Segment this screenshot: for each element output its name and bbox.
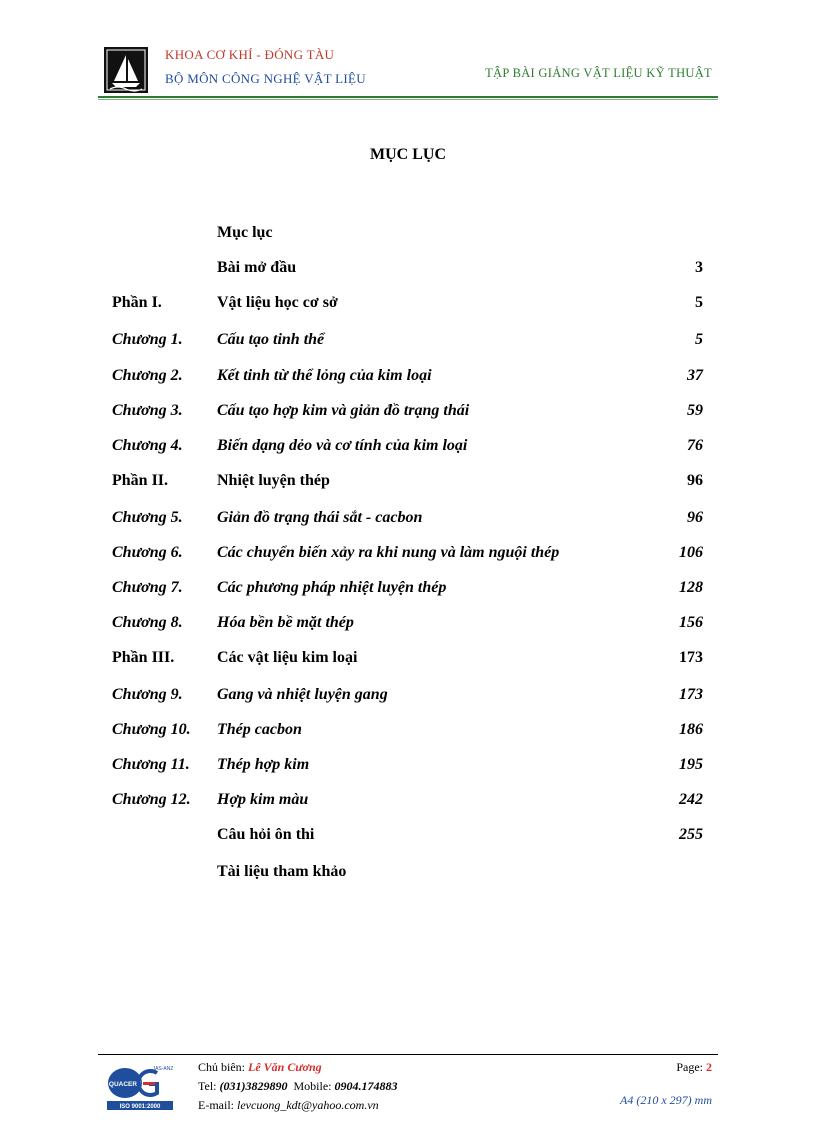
email-label: E-mail: bbox=[198, 1098, 234, 1112]
toc-entry bbox=[0, 649, 816, 673]
toc-label: Chương 5. bbox=[112, 509, 183, 526]
toc-entry bbox=[0, 331, 816, 355]
toc-label: Chương 9. bbox=[112, 686, 183, 703]
toc-page: 106 bbox=[679, 544, 703, 561]
mobile-label: Mobile: bbox=[293, 1079, 332, 1093]
toc-entry bbox=[0, 791, 816, 815]
toc-page: 3 bbox=[695, 259, 703, 276]
toc-label: Chương 10. bbox=[112, 721, 191, 738]
toc-title: Thép cacbon bbox=[217, 721, 302, 738]
toc-title: Biến dạng dẻo và cơ tính của kim loại bbox=[217, 437, 468, 454]
toc-label: Phần II. bbox=[112, 472, 169, 489]
toc-entry bbox=[0, 472, 816, 496]
toc-title: Các phương pháp nhiệt luyện thép bbox=[217, 579, 447, 596]
cert-accreditation-text: JAS-ANZ bbox=[152, 1066, 174, 1072]
editor-name: Lê Văn Cương bbox=[248, 1060, 322, 1074]
toc-entry bbox=[0, 259, 816, 283]
editor-label: Chủ biên: bbox=[198, 1060, 245, 1074]
toc-title: Hóa bền bề mặt thép bbox=[217, 614, 354, 631]
footer-email-line bbox=[198, 1098, 379, 1113]
toc-title: Thép hợp kim bbox=[217, 756, 310, 773]
toc-title: Vật liệu học cơ sở bbox=[217, 294, 338, 311]
toc-page: 76 bbox=[687, 437, 703, 454]
toc-page: 186 bbox=[679, 721, 703, 738]
toc-page: 128 bbox=[679, 579, 703, 596]
toc-label: Phần III. bbox=[112, 649, 175, 666]
toc-title: Nhiệt luyện thép bbox=[217, 472, 330, 489]
toc-title: Giản đồ trạng thái sắt - cacbon bbox=[217, 509, 423, 526]
footer-divider bbox=[98, 1054, 718, 1055]
toc-page: 255 bbox=[679, 826, 703, 843]
book-title: TẬP BÀI GIẢNG VẬT LIỆU KỸ THUẬT bbox=[485, 66, 712, 80]
department-name: BỘ MÔN CÔNG NGHỆ VẬT LIỆU bbox=[165, 71, 366, 86]
email-address: levcuong_kdt@yahoo.com.vn bbox=[237, 1098, 379, 1112]
toc-title: Mục lục bbox=[217, 224, 273, 241]
toc-label: Chương 11. bbox=[112, 756, 190, 773]
mobile-number: 0904.174883 bbox=[334, 1079, 398, 1093]
toc-title: Cấu tạo tinh thể bbox=[217, 331, 325, 348]
toc-entry bbox=[0, 614, 816, 638]
toc-label: Chương 8. bbox=[112, 614, 183, 631]
page-number: 2 bbox=[706, 1060, 712, 1074]
toc-page: 37 bbox=[687, 367, 703, 384]
toc-entry bbox=[0, 579, 816, 603]
tel-label: Tel: bbox=[198, 1079, 217, 1093]
toc-entry bbox=[0, 756, 816, 780]
toc-title: Các chuyển biến xảy ra khi nung và làm nguội thép bbox=[217, 544, 560, 561]
toc-entry bbox=[0, 294, 816, 318]
toc-page: 156 bbox=[679, 614, 703, 631]
faculty-logo bbox=[104, 47, 148, 93]
toc-page: 5 bbox=[695, 294, 703, 311]
toc-label: Phần I. bbox=[112, 294, 162, 311]
toc-title: Bài mở đầu bbox=[217, 259, 297, 276]
toc-entry bbox=[0, 544, 816, 568]
toc-page: 195 bbox=[679, 756, 703, 773]
toc-entry bbox=[0, 509, 816, 533]
toc-title: Cấu tạo hợp kim và giản đồ trạng thái bbox=[217, 402, 470, 419]
tel-number: (031)3829890 bbox=[219, 1079, 288, 1093]
toc-entry bbox=[0, 367, 816, 391]
toc-page: 173 bbox=[679, 649, 703, 666]
footer-phone-line bbox=[198, 1079, 398, 1094]
toc-label: Chương 12. bbox=[112, 791, 191, 808]
toc-title: Hợp kim màu bbox=[217, 791, 309, 808]
toc-title: Tài liệu tham khảo bbox=[217, 863, 347, 880]
header-divider bbox=[98, 96, 718, 98]
toc-entry bbox=[0, 686, 816, 710]
page-indicator bbox=[676, 1060, 712, 1075]
cert-standard-text: ISO 9001:2000 bbox=[119, 1104, 161, 1110]
cert-brand-text: QUACERT bbox=[108, 1081, 142, 1088]
toc-label: Chương 1. bbox=[112, 331, 183, 348]
toc-page: 242 bbox=[679, 791, 703, 808]
paper-size: A4 (210 x 297) mm bbox=[620, 1093, 712, 1107]
toc-label: Chương 7. bbox=[112, 579, 183, 596]
toc-entry bbox=[0, 826, 816, 850]
toc-entry bbox=[0, 437, 816, 461]
toc-entry bbox=[0, 224, 816, 248]
toc-title: Kết tinh từ thể lỏng của kim loại bbox=[217, 367, 432, 384]
faculty-name: KHOA CƠ KHÍ - ĐÓNG TÀU bbox=[165, 47, 335, 62]
toc-entry bbox=[0, 863, 816, 887]
toc-title: Các vật liệu kim loại bbox=[217, 649, 358, 666]
toc-label: Chương 3. bbox=[112, 402, 183, 419]
page-label: Page: bbox=[676, 1060, 703, 1074]
toc-title: Câu hỏi ôn thi bbox=[217, 826, 315, 843]
page-title: MỤC LỤC bbox=[370, 146, 446, 163]
toc-entry bbox=[0, 721, 816, 745]
toc-label: Chương 2. bbox=[112, 367, 183, 384]
toc-page: 96 bbox=[687, 472, 703, 489]
toc-label: Chương 6. bbox=[112, 544, 183, 561]
toc-title: Gang và nhiệt luyện gang bbox=[217, 686, 388, 703]
toc-page: 96 bbox=[687, 509, 703, 526]
quacert-certification-logo bbox=[105, 1063, 177, 1111]
toc-page: 5 bbox=[695, 331, 703, 348]
footer-editor-line bbox=[198, 1060, 322, 1075]
toc-page: 59 bbox=[687, 402, 703, 419]
header-divider-thin bbox=[98, 99, 718, 100]
toc-entry bbox=[0, 402, 816, 426]
toc-label: Chương 4. bbox=[112, 437, 183, 454]
toc-page: 173 bbox=[679, 686, 703, 703]
